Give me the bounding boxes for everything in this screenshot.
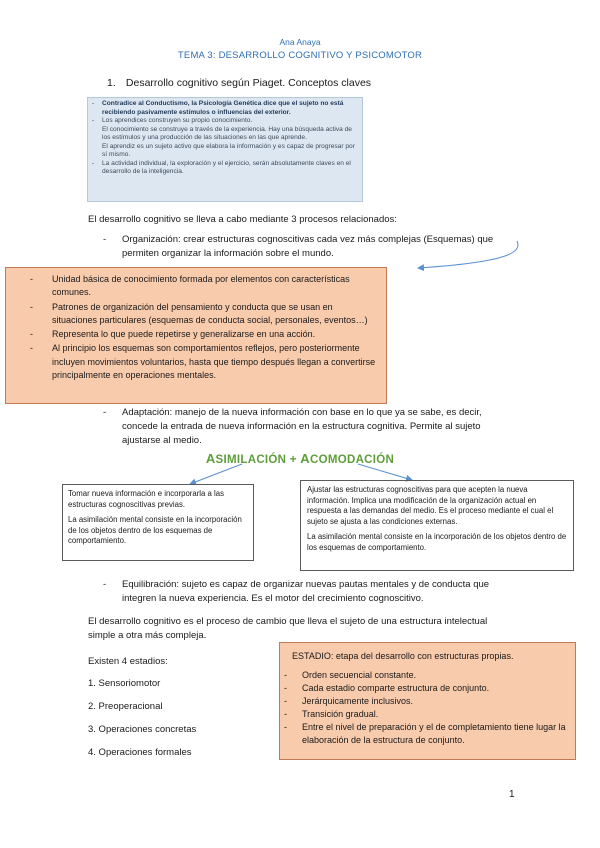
acomodacion-definition: Ajustar las estructuras cognoscitivas para que acepten la nueva información. Implica una modificación de la organización actual en respuesta a las demandas del medio. Es el proceso mediante el cual el sujeto se ajusta a las condiciones externas.	[307, 485, 554, 526]
estadio-item: - Cada estadio comparte estructura de conjunto.	[284, 683, 490, 693]
cambio-paragraph: El desarrollo cognitivo es el proceso de cambio que lleva el sujeto de una estructura intelectual simple a otra más compleja.	[88, 616, 488, 641]
estadios-intro: Existen 4 estadios:	[88, 656, 168, 667]
acomodacion-detail: La asimilación mental consiste en la incorporación de los objetos dentro de los esquemas de comportamiento.	[307, 532, 567, 552]
asimilacion-acomodacion-heading: ASIMILACIÓN + ACOMODACIÓN	[205, 451, 395, 466]
asimilacion-box	[62, 484, 254, 561]
esquema-item: - Al principio los esquemas son comportamientos reflejos, pero posteriormente incluyen movimientos voluntarios, hasta que tiempo después llegan a convertirse principalmente en operaciones mentales.	[30, 343, 376, 381]
stage-item: 2. Preoperacional	[88, 701, 163, 712]
equilibracion-item: - Equilibración: sujeto es capaz de organizar nuevas pautas mentales y de conducta que integren la nueva experiencia. Es el motor del crecimiento cognoscitivo.	[103, 579, 490, 604]
section-title: Desarrollo cognitivo según Piaget. Conceptos claves	[125, 77, 372, 89]
quote-item: El aprendiz es un sujeto activo que elabora la información y es capaz de progresar por sí mismo.	[102, 142, 355, 158]
quote-item: - Los aprendices construyen su propio conocimiento.	[92, 117, 253, 124]
stage-item: 1. Sensoriomotor	[88, 678, 161, 689]
intro-paragraph: El desarrollo cognitivo se lleva a cabo mediante 3 procesos relacionados:	[88, 214, 397, 225]
organizacion-arrow	[418, 241, 518, 268]
esquema-item: - Unidad básica de conocimiento formada por elementos con características comunes.	[30, 274, 350, 298]
section-number: 1.	[107, 77, 116, 89]
stage-item: 4. Operaciones formales	[88, 747, 192, 758]
author-name: Ana Anaya	[279, 37, 321, 47]
document-title: TEMA 3: DESARROLLO COGNITIVO Y PSICOMOTOR	[177, 50, 423, 61]
esquema-item: - Patrones de organización del pensamiento y conducta que se usan en situaciones particulares (esquemas de conducta social, personales, eventos…)	[30, 301, 368, 325]
esquema-item: - Representa lo que puede repetirse y generalizarse en una acción.	[30, 329, 316, 340]
estadio-item: - Orden secuencial constante.	[284, 670, 417, 680]
adaptacion-item: - Adaptación: manejo de la nueva información con base en lo que ya se sabe, es decir, concede la entrada de nueva información en la estructura cognitiva. Permite al sujeto ajustarse al medio.	[103, 407, 482, 446]
estadio-item: - Transición gradual.	[284, 709, 379, 719]
estadio-item: - Jerárquicamente inclusivos.	[284, 696, 414, 706]
acomodacion-box	[300, 480, 574, 571]
estadio-heading: ESTADIO: etapa del desarrollo con estructuras propias.	[292, 651, 514, 661]
estadio-item: - Entre el nivel de preparación y el de completamiento tiene lugar la elaboración de la estructura de conjunto.	[284, 722, 566, 745]
asimilacion-detail: La asimilación mental consiste en la incorporación de los objetos dentro de los esquemas de comportamiento.	[68, 515, 242, 545]
acomodacion-arrow	[358, 464, 412, 480]
page-number: 1	[509, 789, 515, 800]
asimilacion-definition: Tomar nueva información e incorporarla a las estructuras cognoscitivas previas.	[68, 489, 225, 509]
quote-item: - Contradice al Conductismo, la Psicología Genética dice que el sujeto no está recibiendo pasivamente estímulos o influencias del exterior.	[92, 100, 344, 116]
quote-item: El conocimiento se construye a través de la experiencia. Hay una búsqueda activa de los estímulos y una producción de las situaciones en las que aprende.	[102, 125, 352, 141]
esquemas-box	[5, 267, 387, 404]
asimilacion-arrow	[190, 464, 242, 484]
organizacion-item: - Organización: crear estructuras cognoscitivas cada vez más complejas (Esquemas) que permiten organizar la información sobre el mundo.	[103, 234, 494, 259]
stage-item: 3. Operaciones concretas	[88, 724, 197, 735]
estadio-box	[279, 642, 576, 760]
quote-item: - La actividad individual, la exploración y el ejercicio, serán absolutamente claves en el desarrollo de la inteligencia.	[92, 159, 351, 175]
